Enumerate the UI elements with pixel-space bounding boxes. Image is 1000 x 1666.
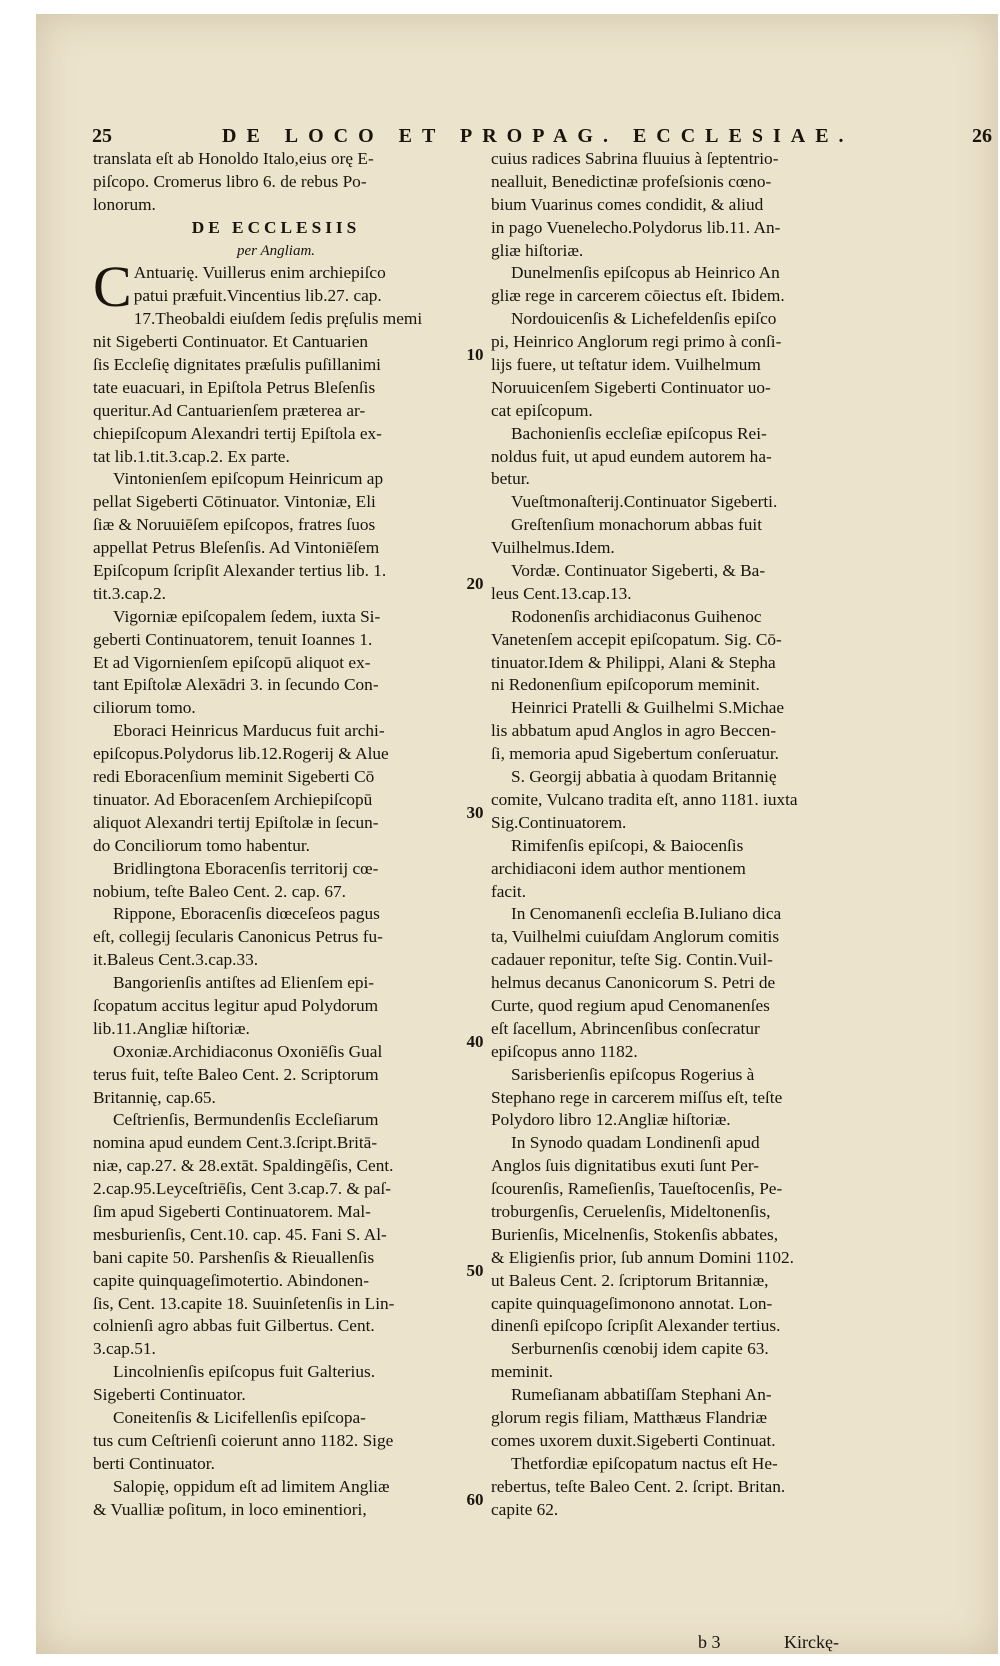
page-number-right: 26 (972, 125, 992, 147)
text-line: Coneitenſis & Licifellenſis epiſcopa- (113, 1407, 366, 1427)
text-line: Vordæ. Continuator Sigeberti, & Ba- (511, 561, 766, 581)
text-line: glorum regis filiam, Matthæus Flandriæ (491, 1407, 768, 1427)
text-line: Serburnenſis cœnobij idem capite 63. (511, 1339, 769, 1359)
text-line: niæ, cap.27. & 28.extāt. Spaldingēſis, Cent. (93, 1156, 394, 1176)
text-line: epiſcopus.Polydorus lib.12.Rogerij & Alue (93, 744, 389, 764)
text-line: Burienſis, Micelnenſis, Stokenſis abbates, (491, 1224, 779, 1244)
text-line: ſi, memoria apud Sigebertum conſeruatur. (491, 744, 779, 764)
text-line: aliquot Alexandri tertij Epiſtolæ in ſecun- (93, 812, 379, 832)
text-line: appellat Petrus Bleſenſis. Ad Vintoniēſem (93, 538, 380, 558)
text-line: geberti Continuatorem, tenuit Ioannes 1. (93, 629, 373, 649)
text-line: Sig.Continuatorem. (491, 812, 627, 832)
text-line: Vigorniæ epiſcopalem ſedem, iuxta Si- (113, 606, 381, 626)
running-header (92, 125, 992, 147)
text-line: cuius radices Sabrina fluuius à ſeptentrio- (491, 149, 779, 168)
text-line: do Conciliorum tomo habentur. (93, 835, 310, 855)
text-line: Britannię, cap.65. (93, 1087, 216, 1107)
text-line: ſcourenſis, Rameſienſis, Taueſtocenſis, Pe- (491, 1179, 783, 1199)
text-line: Sigeberti Continuator. (93, 1385, 246, 1405)
text-line: Vuilhelmus.Idem. (491, 538, 615, 558)
text-line: tate euacuari, in Epiſtola Petrus Bleſenſis (93, 377, 376, 397)
text-line: chiepiſcopum Alexandri tertij Epiſtola ex- (93, 423, 382, 443)
text-line: Bangorienſis antiſtes ad Elienſem epi- (113, 973, 375, 993)
text-line: lis abbatum apud Anglos in agro Beccen- (491, 721, 777, 741)
text-line: Eboraci Heinricus Marducus fuit archi- (113, 721, 385, 741)
text-line: Lincolnienſis epiſcopus fuit Galterius. (113, 1362, 376, 1382)
text-line: S. Georgij abbatia à quodam Britannię (511, 767, 777, 787)
text-line: & Vualliæ poſitum, in loco eminentiori, (93, 1499, 367, 1519)
text-line: lijs fuere, ut teſtatur idem. Vuilhelmum (491, 355, 761, 375)
left-column (93, 148, 459, 1521)
text-line: facit. (491, 881, 527, 901)
text-line: mesburienſis, Cent.10. cap. 45. Fani S. Al- (93, 1224, 387, 1244)
text-line: Bridlingtona Eboracenſis territorij cœ- (113, 858, 379, 878)
text-line: piſcopo. Cromerus libro 6. de rebus Po- (93, 171, 367, 191)
text-line: tinuator. Ad Eboracenſem Archiepiſcopū (93, 789, 373, 809)
text-line: redi Eboracenſium meminit Sigeberti Cō (93, 767, 375, 787)
text-line: nobium, teſte Baleo Cent. 2. cap. 67. (93, 881, 346, 901)
text-line: Rodonenſis archidiaconus Guihenoc (511, 606, 762, 626)
text-line: capite quinquageſimonono annotat. Lon- (491, 1293, 773, 1313)
text-line: ni Redonenſium epiſcoporum meminit. (491, 675, 760, 695)
text-line: bium Vuarinus comes condidit, & aliud (491, 194, 764, 214)
text-line: betur. (491, 469, 530, 489)
running-title: DE LOCO ET PROPAG. ECCLESIAE. (222, 125, 854, 147)
text-line: gliæ hiſtoriæ. (491, 240, 584, 260)
text-line: gliæ rege in carcerem cōiectus eſt. Ibidem. (491, 286, 785, 306)
text-line: queritur.Ad Cantuarienſem præterea ar- (93, 400, 366, 420)
text-line: lonorum. (93, 194, 156, 214)
text-line: comes uxorem duxit.Sigeberti Continuat. (491, 1430, 776, 1450)
text-line: Sarisberienſis epiſcopus Rogerius à (511, 1064, 755, 1084)
text-line: lib.11.Angliæ hiſtoriæ. (93, 1018, 250, 1038)
text-line: Rimifenſis epiſcopi, & Baiocenſis (511, 835, 744, 855)
text-line: bani capite 50. Parshenſis & Rieuallenſis (93, 1247, 375, 1267)
text-line: it.Baleus Cent.3.cap.33. (93, 950, 259, 970)
text-line: ciliorum tomo. (93, 698, 196, 718)
text-line: In Cenomanenſi eccleſia B.Iuliano dica (511, 904, 782, 924)
text-line: archidiaconi idem author mentionem (491, 858, 746, 878)
text-line: Curte, quod regium apud Cenomanenſes (491, 995, 770, 1015)
text-line: Oxoniæ.Archidiaconus Oxoniēſis Gual (113, 1041, 383, 1061)
text-line: nomina apud eundem Cent.3.ſcript.Britā- (93, 1133, 378, 1153)
text-line: Vintonienſem epiſcopum Heinricum ap (113, 469, 384, 489)
text-line: berti Continuator. (93, 1453, 215, 1473)
text-line: Et ad Vigornienſem epiſcopū aliquot ex- (93, 652, 371, 672)
text-line: epiſcopus anno 1182. (491, 1041, 638, 1061)
text-line: tit.3.cap.2. (93, 583, 166, 603)
margin-line-number: 20 (466, 574, 484, 593)
text-line: tus cum Ceſtrienſi coierunt anno 1182. Sige (93, 1430, 394, 1450)
text-line: ſiæ & Noruuiēſem epiſcopos, fratres ſuos (93, 515, 376, 535)
text-line: Ceſtrienſis, Bermundenſis Eccleſiarum (113, 1110, 379, 1130)
text-line: capite 62. (491, 1499, 559, 1519)
text-line: pellat Sigeberti Cōtinuator. Vintoniæ, Eli (93, 492, 376, 512)
signature-mark: b 3 (698, 1632, 721, 1652)
right-column (491, 148, 859, 1521)
text-line: & Eligienſis prior, ſub annum Domini 1102. (491, 1247, 794, 1267)
text-line: Bachonienſis eccleſiæ epiſcopus Rei- (511, 423, 767, 443)
text-line: nealluit, Benedictinæ profeſsionis cœno- (491, 171, 772, 191)
text-line: capite quinquageſimotertio. Abindonen- (93, 1270, 369, 1290)
text-line: Antuarię. Vuillerus enim archiepiſco (133, 263, 386, 283)
text-line: In Synodo quadam Londinenſi apud (511, 1133, 760, 1153)
text-line: meminit. (491, 1362, 553, 1382)
text-line: Polydoro libro 12.Angliæ hiſtoriæ. (491, 1110, 731, 1130)
text-line: Vueſtmonaſterij.Continuator Sigeberti. (511, 492, 778, 512)
text-line: Dunelmenſis epiſcopus ab Heinrico An (511, 263, 780, 283)
catchword: Kirckę- (784, 1632, 839, 1652)
text-line: Noruuicenſem Sigeberti Continuator uo- (491, 377, 771, 397)
text-line: Rippone, Eboracenſis diœceſeos pagus (113, 904, 380, 924)
text-line: tinuator.Idem & Philippi, Alani & Stepha (491, 652, 776, 672)
text-line: translata eſt ab Honoldo Italo,eius orę E- (93, 149, 374, 168)
margin-line-number: 30 (466, 803, 484, 822)
text-line: ſis, Cent. 13.capite 18. Suuinſetenſis in Lin- (93, 1293, 395, 1313)
text-line: ta, Vuilhelmi cuiuſdam Anglorum comitis (491, 927, 780, 947)
text-line: 3.cap.51. (93, 1339, 156, 1359)
text-line: tat lib.1.tit.3.cap.2. Ex parte. (93, 446, 290, 466)
text-line: leus Cent.13.cap.13. (491, 583, 632, 603)
text-line: noldus fuit, ut apud eundem autorem ha- (491, 446, 772, 466)
section-subheading: per Angliam. (236, 242, 316, 259)
margin-line-number: 60 (466, 1490, 484, 1509)
text-line: Greſtenſium monachorum abbas fuit (511, 515, 762, 535)
text-line: ut Baleus Cent. 2. ſcriptorum Britanniæ, (491, 1270, 769, 1290)
text-line: Vanetenſem accepit epiſcopatum. Sig. Cō- (491, 629, 782, 649)
text-line: terus fuit, teſte Baleo Cent. 2. Scriptorum (93, 1064, 379, 1084)
text-line: ſis Eccleſię dignitates præſulis puſillanimi (93, 355, 381, 375)
text-line: Rumeſianam abbatiſſam Stephani An- (511, 1385, 772, 1405)
margin-line-number: 40 (466, 1032, 484, 1051)
text-line: Anglos ſuis dignitatibus exuti ſunt Per- (491, 1156, 759, 1176)
text-line: 2.cap.95.Leyceſtriēſis, Cent 3.cap.7. & paſ- (93, 1179, 392, 1199)
text-line: Nordouicenſis & Lichefeldenſis epiſco (511, 309, 777, 329)
text-line: comite, Vulcano tradita eſt, anno 1181. iuxta (491, 789, 798, 809)
text-line: patui præfuit.Vincentius lib.27. cap. (133, 286, 382, 306)
text-line: cat epiſcopum. (491, 400, 593, 420)
text-line: tant Epiſtolæ Alexādri 3. in ſecundo Con- (93, 675, 379, 695)
text-line: Stephano rege in carcerem miſſus eſt, teſte (491, 1087, 783, 1107)
text-line: troburgenſis, Ceruelenſis, Mideltonenſis, (491, 1201, 771, 1221)
text-line: dinenſi epiſcopo ſcripſit Alexander tertius. (491, 1316, 781, 1336)
text-line: rebertus, teſte Baleo Cent. 2. ſcript. Britan. (491, 1476, 786, 1496)
text-line: helmus decanus Canonicorum S. Petri de (491, 973, 776, 993)
text-line: Thetfordiæ epiſcopatum nactus eſt He- (511, 1453, 778, 1473)
text-line: 17.Theobaldi eiuſdem ſedis pręſulis memi (133, 309, 423, 329)
section-heading: DE ECCLESIIS (191, 217, 361, 237)
margin-line-number: 50 (466, 1261, 484, 1280)
text-line: nit Sigeberti Continuator. Et Cantuarien (93, 332, 369, 352)
text-line: eſt ſacellum, Abrincenſibus conſecratur (491, 1018, 760, 1038)
drop-capital: C (93, 254, 132, 320)
text-line: Salopię, oppidum eſt ad limitem Angliæ (113, 1476, 390, 1496)
text-line: cadauer reponitur, teſte Sig. Contin.Vuil- (491, 950, 773, 970)
text-line: colnienſi agro abbas fuit Gilbertus. Cent. (93, 1316, 375, 1336)
text-line: Heinrici Pratelli & Guilhelmi S.Michae (511, 698, 785, 718)
text-line: Epiſcopum ſcripſit Alexander tertius lib. 1. (93, 561, 387, 581)
page-number-left: 25 (92, 125, 112, 147)
text-line: ſim apud Sigeberti Continuatorem. Mal- (93, 1201, 371, 1221)
text-line: ſcopatum accitus legitur apud Polydorum (93, 995, 379, 1015)
text-line: eſt, collegij ſecularis Canonicus Petrus fu- (93, 927, 383, 947)
text-line: pi, Heinrico Anglorum regi primo à conſi- (491, 332, 782, 352)
text-line: in pago Vuenelecho.Polydorus lib.11. An- (491, 217, 781, 237)
margin-line-number: 10 (466, 345, 484, 364)
